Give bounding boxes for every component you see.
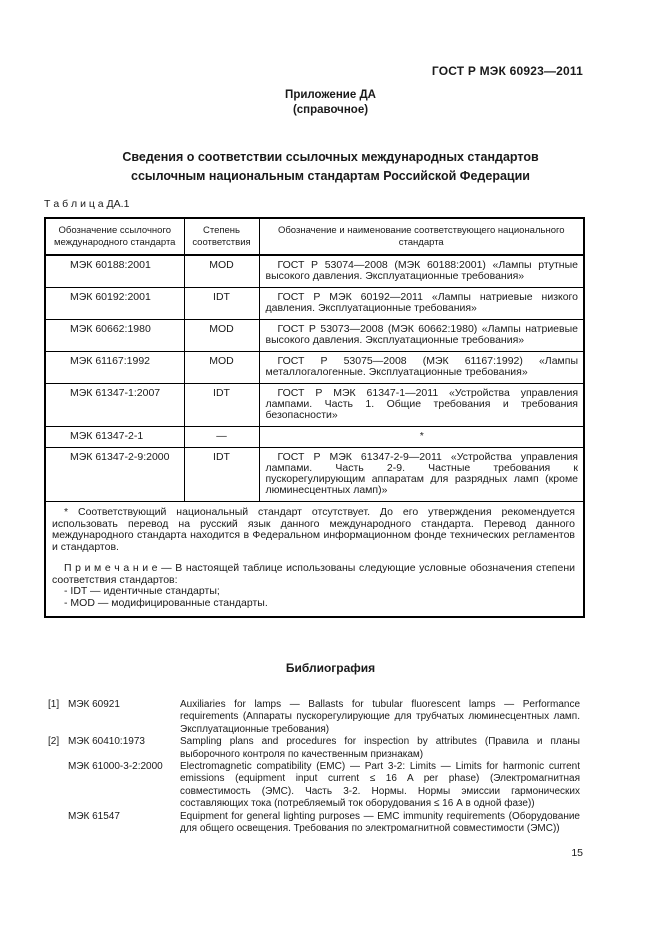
cell-degree: MOD [184,255,259,288]
cell-national-standard: ГОСТ Р МЭК 60192—2011 «Лампы натриевые низкого давления. Эксплуатационные требования» [259,288,584,320]
cell-international-code: МЭК 61347-1:2007 [45,384,184,427]
bibliography-entry-text: Equipment for general lighting purposes — EMC immunity requirements (Оборудование для общего освещения. Требования по электромагнитной совместимости (ЭМС)) [180,810,580,835]
bibliography-title: Библиография [285,661,376,675]
bibliography-entry-text: Electromagnetic compatibility (EMC) — Part 3-2: Limits — Limits for harmonic current emissions (equipment input current ≤ 16 A per phase) (Электромагнитная совместимость (ЭМС). Часть 3-2. Нормы. Нормы эмиссии гармонических составляющих тока (потребляемый ток оборудования ≤ 16 А в одной фазе)) [180,761,580,810]
cell-national-standard: * [259,427,584,448]
cell-international-code: МЭК 60188:2001 [45,255,184,288]
cell-degree: IDT [184,448,259,502]
bibliography-ref-number [48,811,68,836]
bibliography-ref-number [48,761,68,811]
footnote-text: * Соответствующий национальный стандарт отсутствует. До его утверждения рекомендуется использовать перевод на русский язык данного международного стандарта. Перевод данного международного стандарта находится в Федеральном информационном фонде технических регламентов и стандартов. [52,506,575,553]
bibliography-entry [48,761,580,811]
table-row [45,255,584,288]
cell-international-code: МЭК 60192:2001 [45,288,184,320]
note-paragraph [52,563,575,586]
document-title [0,148,661,186]
document-title-line-1: Сведения о соответствии ссылочных международных стандартов [122,150,539,164]
bibliography-ref-number: [2] [48,736,60,748]
table-row [45,448,584,502]
page-number: 15 [571,847,583,859]
table-row [45,288,584,320]
note-text: — В настоящей таблице использованы следующие условные обозначения степени соответствия стандартов: [52,562,575,586]
cell-national-standard: ГОСТ Р 53073—2008 (МЭК 60662:1980) «Лампы натриевые высокого давления. Эксплуатационные требования» [259,320,584,352]
annex-label: Приложение ДА [285,89,376,101]
cell-degree: — [184,427,259,448]
table-caption [44,198,129,210]
bibliography-entry-text: Sampling plans and procedures for inspection by attributes (Правила и планы выборочного контроля по качественным признакам) [180,736,580,760]
annex-kind: (справочное) [292,104,369,116]
cell-national-standard: ГОСТ Р МЭК 61347-1—2011 «Устройства управления лампами. Часть 1. Общие требования и требования безопасности» [259,384,584,427]
table-header-row [45,218,584,255]
cell-international-code: МЭК 60662:1980 [45,320,184,352]
annex-block [0,88,661,118]
note-label: П р и м е ч а н и е [64,562,158,574]
table-row [45,352,584,384]
table-row [45,427,584,448]
note-item: - IDT — идентичные стандарты; [64,585,220,597]
cell-national-standard: ГОСТ Р МЭК 61347-2-9—2011 «Устройства управления лампами. Часть 2-9. Частные требования к пускорегулирующим аппаратам для разрядных ламп (кроме люминесцентных ламп)» [259,448,584,502]
bibliography-standard-code: МЭК 60410:1973 [68,736,145,748]
cell-national-standard: ГОСТ Р 53075—2008 (МЭК 61167:1992) «Лампы металлогалогенные. Эксплуатационные требования» [259,352,584,384]
table-row [45,320,584,352]
table-footnote-row [45,502,584,618]
bibliography-entry [48,811,580,836]
table-caption-word: Т а б л и ц а [44,198,104,210]
bibliography-entry-text: Auxiliaries for lamps — Ballasts for tubular fluorescent lamps — Performance requirements (Аппараты пускорегулирующие для трубчатых люминесцентных ламп. Эксплуатационные требования) [180,699,580,735]
bibliography-list [48,699,580,835]
cell-degree: MOD [184,352,259,384]
table-caption-number: ДА.1 [106,198,130,210]
document-title-line-2: ссылочным национальным стандартам Российской Федерации [131,169,530,183]
running-head: ГОСТ Р МЭК 60923—2011 [431,64,583,78]
cell-international-code: МЭК 61347-2-9:2000 [45,448,184,502]
bibliography-ref-number: [1] [48,699,60,710]
cell-degree: IDT [184,288,259,320]
bibliography-standard-code: МЭК 60921 [68,699,120,710]
cell-degree: IDT [184,384,259,427]
table-footnote-cell [45,502,584,618]
cell-national-standard: ГОСТ Р 53074—2008 (МЭК 60188:2001) «Лампы ртутные высокого давления. Эксплуатационные требования» [259,255,584,288]
cell-degree: MOD [184,320,259,352]
col-header-international: Обозначение ссылочного международного стандарта [45,218,184,255]
col-header-degree: Степень соответствия [184,218,259,255]
bibliography-entry [48,736,580,761]
table-row [45,384,584,427]
cell-international-code: МЭК 61347-2-1 [45,427,184,448]
bibliography-standard-code: МЭК 61000-3-2:2000 [68,761,163,773]
note-item: - MOD — модифицированные стандарты. [64,596,268,609]
standards-correspondence-table [44,217,585,618]
bibliography-standard-code: МЭК 61547 [68,810,120,822]
bibliography-entry [48,699,580,736]
col-header-national: Обозначение и наименование соответствующего национального стандарта [259,218,584,255]
cell-international-code: МЭК 61167:1992 [45,352,184,384]
